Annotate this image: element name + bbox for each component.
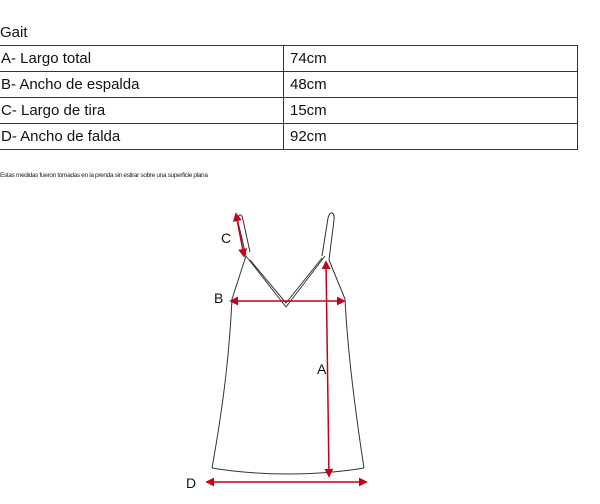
measurement-value: 74cm [284, 46, 578, 72]
measurement-label: D- Ancho de falda [0, 124, 284, 150]
right-side-seam [329, 260, 364, 468]
right-strap [322, 213, 334, 260]
measure-lines [207, 214, 366, 482]
label-c: C [221, 230, 232, 246]
label-b: B [214, 290, 224, 306]
measurement-label: B- Ancho de espalda [0, 72, 284, 98]
label-a: A [317, 361, 327, 377]
garment-title: Gait [0, 24, 28, 41]
measurement-value: 15cm [284, 98, 578, 124]
dress-outline [212, 213, 364, 474]
neckline-inner [250, 258, 322, 303]
neckline [246, 256, 325, 307]
measurement-label: C- Largo de tira [0, 98, 284, 124]
measurement-note: Estas medidas fueron tomadas en la prenda sin estirar sobre una superficie plana [0, 172, 208, 179]
measurement-label: A- Largo total [0, 46, 284, 72]
measurement-value: 92cm [284, 124, 578, 150]
hem [212, 468, 364, 474]
measurement-value: 48cm [284, 72, 578, 98]
measure-line-a [326, 262, 329, 476]
label-d: D [186, 475, 197, 491]
left-side-seam [212, 256, 246, 468]
